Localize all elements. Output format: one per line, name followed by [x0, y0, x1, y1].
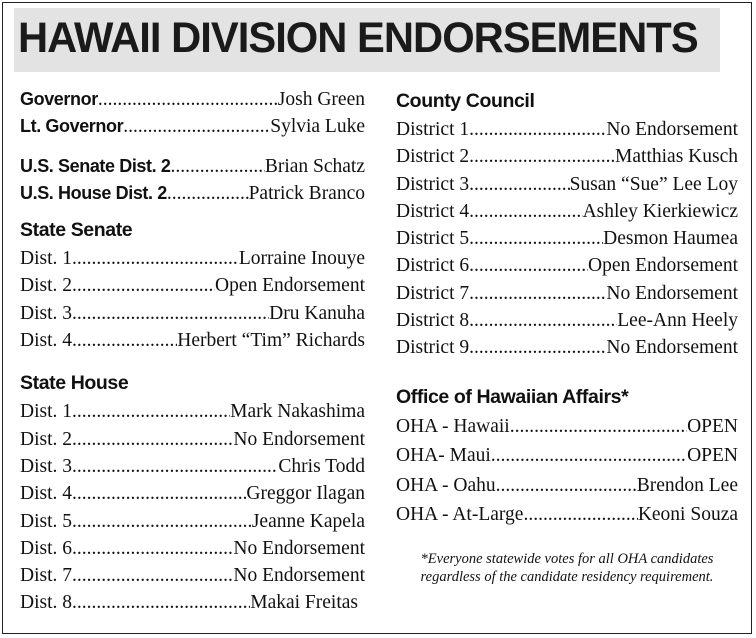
- footnote-line: regardless of the candidate residency requirement.: [420, 568, 714, 585]
- candidate-name: No Endorsement: [233, 565, 365, 587]
- footnote-line: *Everyone statewide votes for all OHA candidates: [420, 550, 714, 567]
- office-row-governor: [20, 86, 365, 113]
- district-label: Dist. 4: [20, 330, 73, 352]
- dot-leader: [72, 508, 252, 535]
- district-label: Dist. 3: [20, 455, 73, 477]
- candidate-name: Keoni Souza: [637, 504, 738, 526]
- oha-seat-label: OHA- Maui: [396, 445, 491, 467]
- list-item: [20, 535, 365, 562]
- list-item: [396, 441, 738, 471]
- dot-leader: [167, 180, 249, 207]
- district-label: District 5: [396, 228, 470, 250]
- list-item: [396, 307, 738, 334]
- list-item: [396, 334, 738, 361]
- candidate-name: Lorraine Inouye: [238, 248, 365, 270]
- dot-leader: [72, 426, 233, 453]
- candidate-name: No Endorsement: [606, 282, 738, 304]
- district-label: Dist. 8: [20, 592, 73, 614]
- dot-leader: [123, 113, 270, 140]
- office-row-us-senate: [20, 153, 365, 180]
- dot-leader: [469, 252, 588, 279]
- dot-leader: [491, 441, 687, 471]
- district-label: District 8: [396, 310, 470, 332]
- list-item: [396, 412, 738, 442]
- dot-leader: [98, 86, 278, 113]
- candidate-name: No Endorsement: [606, 119, 738, 140]
- list-item: [396, 116, 738, 143]
- district-label: District 2: [396, 146, 470, 168]
- candidate-name: Chris Todd: [278, 455, 365, 477]
- dot-leader: [469, 307, 617, 334]
- dot-leader: [72, 272, 215, 299]
- dot-leader: [510, 412, 687, 442]
- dot-leader: [72, 300, 269, 327]
- dot-leader: [469, 143, 615, 170]
- dot-leader: [170, 153, 264, 180]
- dot-leader: [72, 245, 239, 272]
- district-label: Dist. 3: [20, 302, 73, 324]
- district-label: Dist. 5: [20, 510, 73, 532]
- list-item: [396, 198, 738, 225]
- oha-seat-label: OHA - At-Large: [396, 504, 524, 526]
- oha-footnote: [396, 550, 738, 586]
- oha-heading: Office of Hawaiian Affairs*: [396, 385, 629, 408]
- office-row-us-house: [20, 180, 365, 207]
- candidate-name: Susan “Sue” Lee Loy: [569, 173, 738, 195]
- list-item: [396, 280, 738, 307]
- office-label: U.S. Senate Dist. 2: [20, 155, 171, 176]
- list-item: [20, 589, 358, 616]
- dot-leader: [72, 535, 233, 562]
- dot-leader: [72, 562, 233, 589]
- district-label: District 4: [396, 200, 470, 222]
- list-item: [20, 398, 365, 425]
- county-council-heading: County Council: [396, 90, 535, 112]
- candidate-name: Lee-Ann Heely: [617, 310, 738, 332]
- district-label: District 1: [396, 119, 470, 140]
- dot-leader: [72, 398, 230, 425]
- district-label: District 9: [396, 337, 470, 359]
- office-value: Josh Green: [277, 89, 365, 110]
- left-column: [20, 86, 365, 617]
- office-label: Lt. Governor: [20, 116, 124, 137]
- district-label: Dist. 4: [20, 483, 73, 505]
- list-item: [396, 225, 738, 252]
- district-label: Dist. 6: [20, 537, 73, 559]
- district-label: Dist. 2: [20, 428, 73, 450]
- candidate-name: OPEN: [687, 415, 738, 437]
- list-item: [20, 426, 365, 453]
- district-label: Dist. 7: [20, 565, 73, 587]
- candidate-name: No Endorsement: [233, 428, 365, 450]
- office-value: Sylvia Luke: [270, 116, 365, 138]
- list-item: [20, 300, 365, 327]
- dot-leader: [469, 280, 606, 307]
- office-value: Brian Schatz: [264, 155, 365, 177]
- candidate-name: Matthias Kusch: [615, 146, 738, 168]
- list-item: [396, 500, 738, 530]
- oha-seat-label: OHA - Hawaii: [396, 415, 510, 437]
- list-item: [396, 252, 738, 279]
- list-item: [396, 171, 738, 198]
- candidate-name: Open Endorsement: [587, 255, 738, 277]
- office-label: U.S. House Dist. 2: [20, 182, 167, 203]
- office-label: Governor: [20, 89, 98, 109]
- list-item: [20, 245, 365, 272]
- list-item: [20, 327, 365, 354]
- candidate-name: OPEN: [687, 445, 738, 467]
- district-label: District 3: [396, 173, 470, 195]
- dot-leader: [72, 480, 246, 507]
- office-row-lt-governor: [20, 113, 365, 140]
- candidate-name: Open Endorsement: [214, 275, 365, 297]
- district-label: District 6: [396, 255, 470, 277]
- dot-leader: [469, 198, 582, 225]
- dot-leader: [523, 500, 637, 530]
- candidate-name: Jeanne Kapela: [251, 510, 365, 532]
- list-item: [20, 508, 365, 535]
- right-column: [396, 86, 738, 586]
- candidate-name: Makai Freitas: [250, 592, 358, 614]
- candidate-name: No Endorsement: [606, 337, 738, 359]
- district-label: Dist. 1: [20, 248, 73, 270]
- list-item: [20, 480, 365, 507]
- dot-leader: [469, 334, 606, 361]
- dot-leader: [469, 225, 603, 252]
- candidate-name: Dru Kanuha: [269, 302, 365, 324]
- dot-leader: [72, 453, 278, 480]
- list-item: [20, 272, 365, 299]
- district-label: District 7: [396, 282, 470, 304]
- oha-seat-label: OHA - Oahu: [396, 474, 496, 496]
- candidate-name: Desmon Haumea: [603, 228, 738, 250]
- candidate-name: No Endorsement: [233, 537, 365, 559]
- dot-leader: [469, 171, 569, 198]
- dot-leader: [72, 589, 250, 616]
- dot-leader: [72, 327, 177, 354]
- district-label: Dist. 2: [20, 275, 73, 297]
- candidate-name: Greggor Ilagan: [246, 483, 365, 505]
- district-label: Dist. 1: [20, 401, 73, 423]
- candidate-name: Herbert “Tim” Richards: [177, 330, 365, 352]
- oha-list: [396, 412, 738, 530]
- office-value: Patrick Branco: [248, 182, 365, 204]
- state-house-heading: State House: [20, 372, 129, 395]
- dot-leader: [469, 116, 606, 143]
- list-item: [396, 143, 738, 170]
- list-item: [20, 453, 365, 480]
- dot-leader: [496, 471, 637, 501]
- candidate-name: Mark Nakashima: [230, 401, 365, 423]
- candidate-name: Brendon Lee: [636, 474, 738, 496]
- page-title: HAWAII DIVISION ENDORSEMENTS: [18, 14, 698, 62]
- state-senate-heading: State Senate: [20, 219, 133, 242]
- candidate-name: Ashley Kierkiewicz: [582, 200, 738, 222]
- list-item: [396, 471, 738, 501]
- list-item: [20, 562, 365, 589]
